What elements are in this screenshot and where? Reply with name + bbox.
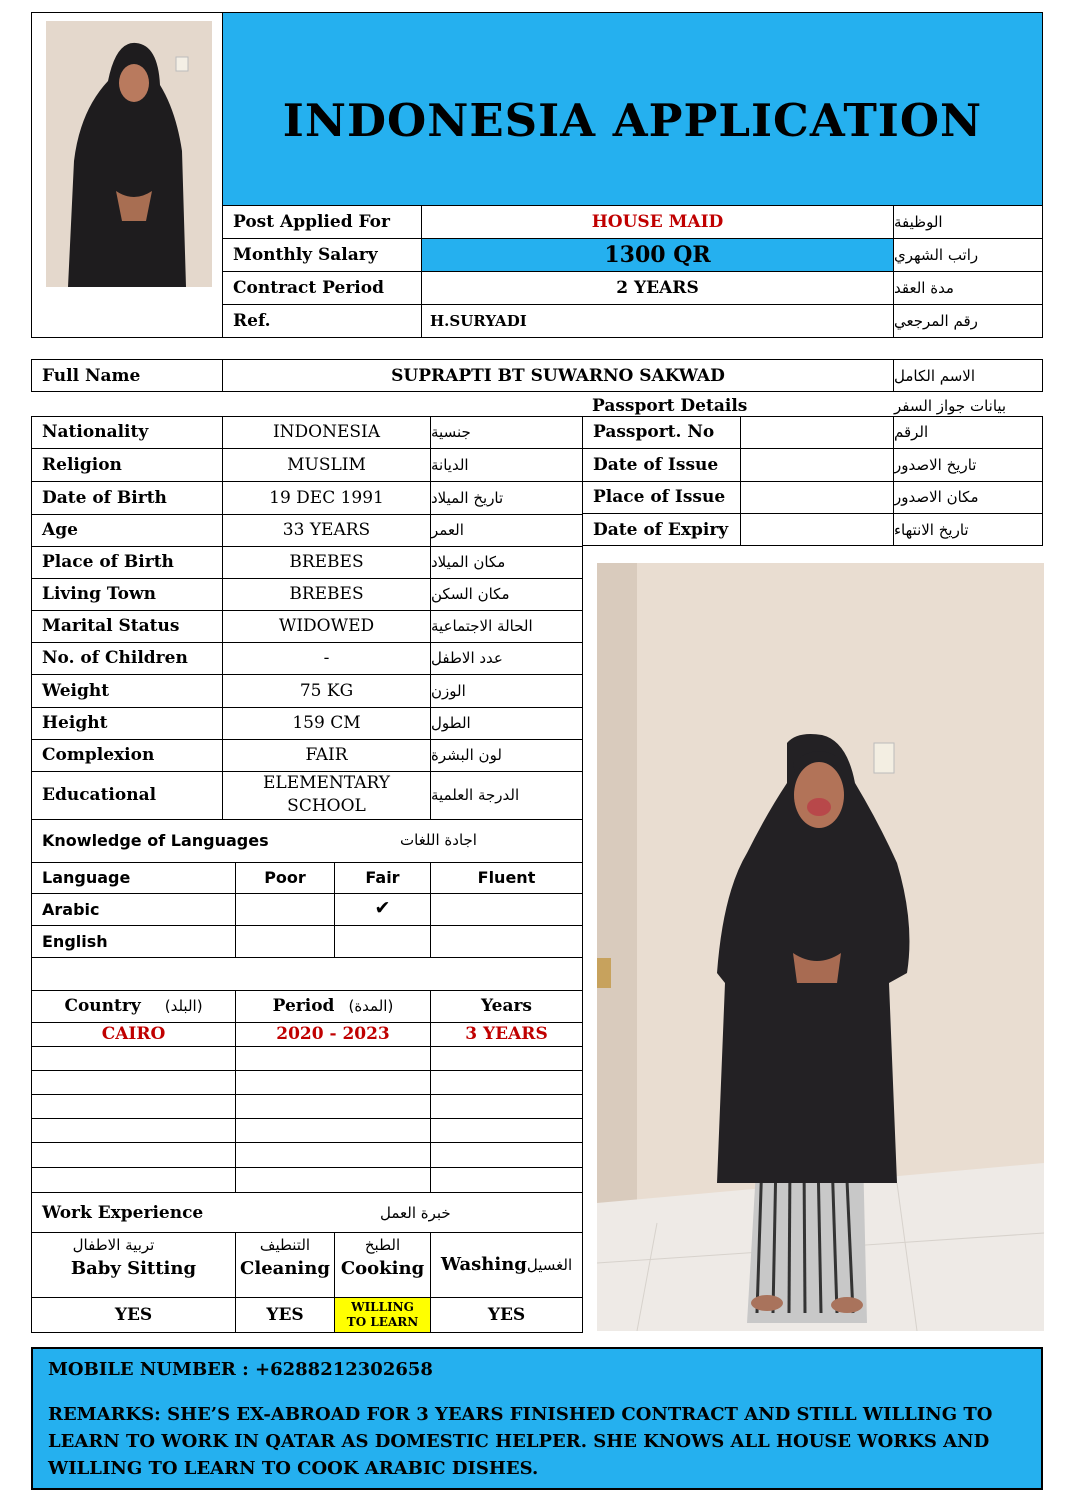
detail-label-ar: الحالة الاجتماعية [431, 617, 533, 635]
title-banner [223, 13, 1042, 205]
salary-label: Monthly Salary [233, 244, 378, 265]
post-label-ar: الوظيفة [894, 212, 943, 231]
exp-period-label-ar: (المدة) [348, 997, 394, 1015]
detail-value: 75 KG [299, 680, 354, 701]
detail-label: Complexion [42, 745, 155, 765]
detail-value: 19 DEC 1991 [269, 487, 384, 508]
lang-arabic-fluent [431, 893, 582, 925]
lang-english-fair [335, 925, 430, 957]
skill-cooking-value-line1: WILLING [351, 1300, 414, 1314]
ref-label: Ref. [233, 311, 271, 331]
detail-label: Nationality [42, 422, 149, 442]
passport-issue-label: Date of Issue [593, 454, 719, 475]
passport-title-ar: بيانات جواز السفر [894, 397, 1007, 415]
passport-place-label: Place of Issue [593, 487, 726, 507]
work-title: Work Experience [42, 1203, 204, 1223]
detail-label: Religion [42, 454, 122, 475]
footer-box [31, 1347, 1043, 1490]
skill-baby-sitting [32, 1236, 235, 1294]
detail-value: 33 YEARS [282, 520, 371, 540]
post-label: Post Applied For [233, 211, 390, 232]
exp-row-years: 3 YEARS [465, 1024, 548, 1044]
detail-value: 159 CM [292, 713, 361, 733]
passport-title: Passport Details [592, 396, 748, 416]
skill-washing-ar: الغسيل [526, 1255, 573, 1274]
detail-label-ar: عدد الاطفل [431, 649, 503, 667]
detail-value: - [323, 648, 330, 668]
lang-arabic-poor [236, 893, 334, 925]
languages-title-ar: اجادة اللغات [400, 831, 477, 849]
full-name-value: SUPRAPTI BT SUWARNO SAKWAD [391, 365, 725, 386]
skill-baby-sitting-en: Baby Sitting [70, 1258, 197, 1279]
detail-label-ar: لون البشرة [431, 746, 502, 764]
detail-label-ar: مكان الميلاد [431, 553, 506, 571]
exp-row-country: CAIRO [101, 1024, 166, 1044]
detail-label-ar: الديانة [431, 455, 469, 474]
skill-cleaning-en: Cleaning [240, 1258, 330, 1279]
exp-country-label-ar: (البلد) [164, 997, 203, 1015]
passport-no-label: Passport. No [593, 422, 715, 442]
detail-label-ar: مكان السكن [431, 585, 510, 603]
lang-row-arabic: Arabic [42, 899, 100, 919]
detail-value: BREBES [289, 584, 364, 604]
detail-label: No. of Children [42, 648, 188, 668]
mobile-number: MOBILE NUMBER : +6288212302658 [48, 1359, 433, 1380]
detail-label: Place of Birth [42, 552, 174, 572]
skill-cooking [335, 1236, 430, 1294]
skill-baby-sitting-ar: تربية الاطفال [72, 1236, 155, 1254]
lang-header-poor: Poor [264, 868, 306, 887]
detail-value: INDONESIA [272, 422, 381, 442]
skill-cooking-ar: الطبخ [364, 1236, 401, 1254]
contract-value: 2 YEARS [616, 277, 699, 298]
education-value-line1: ELEMENTARY [263, 773, 390, 793]
lang-arabic-fair-check: ✔ [374, 897, 391, 919]
skill-washing-en: Washing [440, 1254, 527, 1275]
detail-value: BREBES [289, 552, 364, 572]
work-title-ar: خبرة العمل [380, 1204, 451, 1222]
full-name-label: Full Name [42, 365, 141, 386]
ref-value: H.SURYADI [430, 312, 527, 330]
detail-label: Marital Status [42, 616, 180, 636]
detail-value: MUSLIM [287, 454, 366, 475]
exp-header-years: Years [480, 996, 533, 1016]
contract-label: Contract Period [233, 277, 384, 298]
education-label: Educational [42, 785, 157, 805]
ref-label-ar: رقم المرجعي [894, 312, 978, 330]
contract-label-ar: مدة العقد [894, 278, 954, 297]
education-label-ar: الدرجة العلمية [431, 786, 520, 804]
full-body-photo [597, 563, 1044, 1331]
detail-label-ar: الوزن [431, 681, 466, 700]
skill-cleaning-ar: التنطيف [259, 1236, 311, 1254]
skill-cooking-en: Cooking [340, 1258, 425, 1279]
detail-label: Height [42, 713, 108, 733]
languages-title: Knowledge of Languages [42, 830, 269, 850]
skill-cleaning-value: YES [266, 1305, 304, 1325]
post-value: HOUSE MAID [591, 211, 724, 232]
lang-english-poor [236, 925, 334, 957]
skill-baby-sitting-value: YES [114, 1305, 153, 1325]
detail-label: Weight [42, 680, 110, 701]
lang-english-fluent [431, 925, 582, 957]
detail-label: Date of Birth [42, 487, 167, 508]
skill-washing-value: YES [487, 1305, 526, 1325]
detail-label-ar: الطول [431, 714, 471, 732]
skill-washing [431, 1232, 582, 1297]
detail-label: Age [42, 520, 78, 540]
passport-expiry-label-ar: تاريخ الانتهاء [894, 520, 969, 539]
education-value [223, 771, 430, 819]
detail-value: WIDOWED [278, 616, 375, 636]
skill-cooking-value-line2: TO LEARN [346, 1315, 419, 1329]
passport-expiry-label: Date of Expiry [593, 519, 729, 540]
education-value-line2: SCHOOL [287, 796, 366, 816]
detail-label-ar: جنسية [431, 423, 471, 441]
exp-row-period: 2020 - 2023 [276, 1024, 390, 1044]
page-title: INDONESIA APPLICATION [282, 93, 983, 147]
salary-value: 1300 QR [604, 241, 711, 268]
detail-label-ar: العمر [431, 521, 464, 539]
passport-issue-label-ar: تاريخ الاصدور [894, 455, 977, 474]
lang-header-fluent: Fluent [477, 868, 536, 887]
exp-header-country [32, 990, 235, 1022]
detail-label-ar: تاريخ الميلاد [431, 488, 504, 507]
lang-header-fair: Fair [365, 868, 400, 887]
exp-country-label: Country [64, 996, 141, 1016]
lang-row-english: English [42, 931, 108, 951]
skill-cooking-value [335, 1298, 430, 1332]
remarks: REMARKS: SHE’S EX-ABROAD FOR 3 YEARS FINISHED CONTRACT AND STILL WILLING TO LEARN TO WORK IN QATAR AS DOMESTIC HELPER. SHE KNOWS ALL HOUSE WORKS AND WILLING TO LEARN TO COOK ARABIC DISHES. [48, 1404, 993, 1479]
full-name-label-ar: الاسم الكامل [894, 366, 976, 385]
passport-no-label-ar: الرقم [894, 423, 929, 441]
detail-label: Living Town [42, 584, 156, 604]
detail-value: FAIR [305, 745, 348, 765]
passport-place-label-ar: مكان الاصدور [894, 488, 979, 506]
lang-header-language: Language [42, 868, 131, 887]
salary-label-ar: راتب الشهري [894, 245, 979, 264]
exp-header-period [236, 990, 430, 1022]
exp-period-label: Period [272, 996, 335, 1016]
skill-cleaning [236, 1236, 334, 1294]
portrait-photo-small [46, 21, 212, 287]
